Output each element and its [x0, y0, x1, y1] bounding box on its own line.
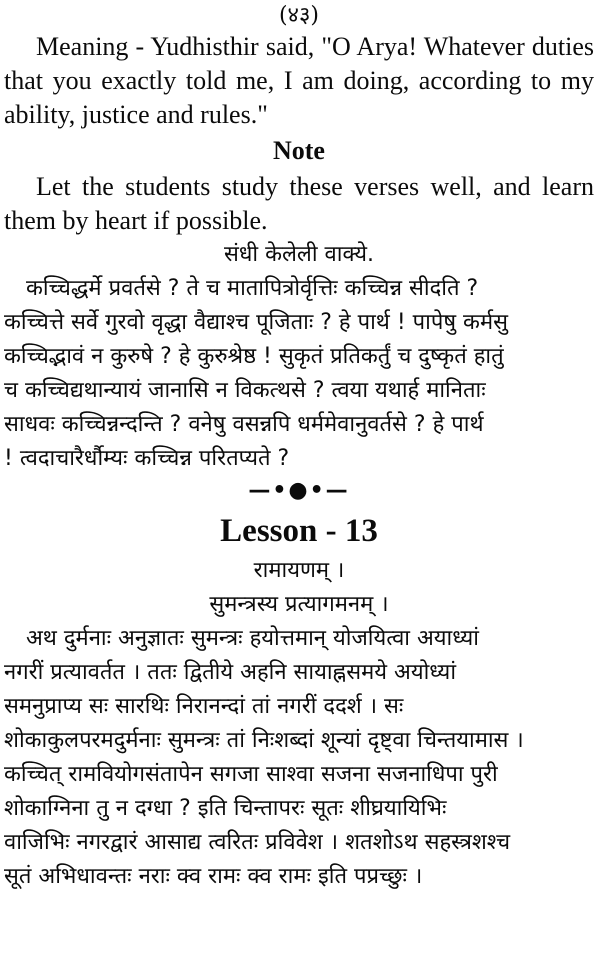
lesson-text-block: [4, 622, 594, 894]
lesson-line: कच्चित् रामवियोगसंतापेन सगजा साश्वा सजना सजनाधिपा पुरी: [4, 762, 498, 787]
section-separator: —•●•—: [248, 478, 350, 503]
lesson-line: अथ दुर्मनाः अनुज्ञातः सुमन्त्रः हयोत्तमान् योजयित्वा अयाध्यां: [26, 626, 479, 651]
verse-line: कच्चिद्भावं न कुरुषे ? हे कुरुश्रेष्ठ ! सुकृतं प्रतिकर्तुं च दुष्कृतं हातुं: [4, 344, 504, 369]
lesson-line: शोकाकुलपरमदुर्मनाः सुमन्त्रः तां निःशब्दां शून्यां दृष्ट्वा चिन्तयामास ।: [4, 728, 524, 753]
verse-line: ! त्वदाचारैर्धौम्यः कच्चिन्न परितप्यते ?: [4, 446, 290, 471]
lesson-subtitle: रामायणम् ।: [253, 558, 345, 583]
verse-line: कच्चिद्धर्मे प्रवर्तसे ? ते च मातापित्रोर्वृत्तिः कच्चिन्न सीदति ?: [26, 276, 479, 301]
verse-line: च कच्चिद्यथान्यायं जानासि न विकत्थसे ? त्वया यथार्ह मानिताः: [4, 378, 486, 403]
lesson-line: वाजिभिः नगरद्वारं आसाद्य त्वरितः प्रविवेश । शतशोऽथ सहस्त्रशश्च: [4, 830, 511, 855]
document-page: [0, 2, 600, 962]
meaning-paragraph: Meaning - Yudhisthir said, "O Arya! Whatever duties that you exactly told me, I am doing, according to my ability, justice and rules.": [4, 32, 594, 129]
verse-block: [4, 272, 594, 476]
lesson-line: सूतं अभिधावन्तः नराः क्व रामः क्व रामः इति पप्रच्छुः ।: [4, 864, 423, 889]
lesson-title: Lesson - 13: [220, 513, 378, 549]
page-number: (४३): [278, 3, 320, 28]
note-paragraph: Let the students study these verses well, and learn them by heart if possible.: [4, 172, 594, 235]
verse-line: साधवः कच्चिन्नन्दन्ति ? वनेषु वसन्नपि धर्ममेवानुवर्तसे ? हे पार्थ: [4, 412, 484, 437]
verse-line: कच्चित्ते सर्वे गुरवो वृद्धा वैद्याश्च पूजिताः ? हे पार्थ ! पापेषु कर्मसु: [4, 310, 508, 335]
lesson-line: समनुप्राप्य सः सारथिः निरानन्दां तां नगरीं ददर्श । सः: [4, 694, 404, 719]
lesson-section-title: सुमन्त्रस्य प्रत्यागमनम् ।: [209, 592, 389, 617]
note-heading: Note: [273, 136, 325, 165]
lesson-line: शोकाग्निना तु न दग्धा ? इति चिन्तापरः सूतः शीघ्रयायिभिः: [4, 796, 447, 821]
lesson-line: नगरीं प्रत्यावर्तत । ततः द्वितीये अहनि सायाह्नसमये अयोध्यां: [4, 660, 457, 685]
sandhi-heading: संधी केलेली वाक्ये.: [224, 242, 374, 267]
